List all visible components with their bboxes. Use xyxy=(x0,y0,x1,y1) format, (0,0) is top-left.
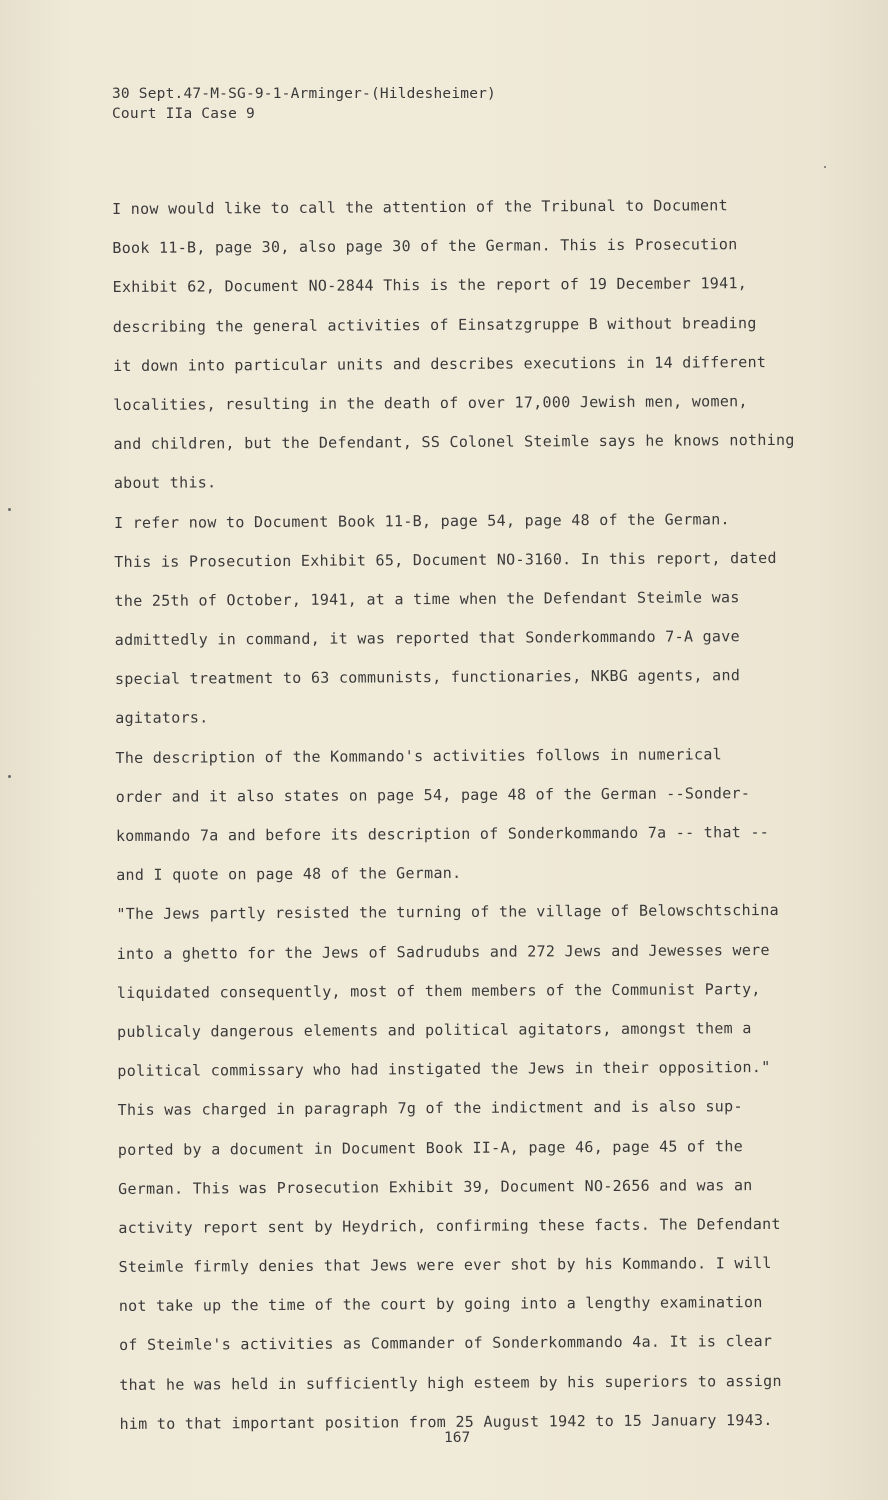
body-line: kommando 7a and before its description of Sonderkommando 7a -- that -- xyxy=(115,822,770,845)
page-number: 167 xyxy=(444,1430,471,1446)
body-line: and children, but the Defendant, SS Colonel Steimle says he knows nothing xyxy=(113,430,795,454)
body-line: the 25th of October, 1941, at a time when the Defendant Steimle was xyxy=(114,588,740,610)
body-line: I now would like to call the attention of the Tribunal to Document xyxy=(112,196,729,218)
paper-speck xyxy=(8,508,11,511)
body-line: him to that important position from 25 August 1942 to 15 January 1943. xyxy=(119,1410,773,1433)
body-line: The description of the Kommando's activities follows in numerical xyxy=(115,744,723,767)
body-line: "The Jews partly resisted the turning of the village of Belowschtschina xyxy=(116,901,779,924)
body-line: that he was held in sufficiently high esteem by his superiors to assign xyxy=(119,1371,782,1394)
header-reference-line: 30 Sept.47-M-SG-9-1-Arminger-(Hildesheimer) xyxy=(112,86,496,102)
body-line: This was charged in paragraph 7g of the indictment and is also sup- xyxy=(117,1097,743,1120)
paper-speck xyxy=(8,775,11,778)
body-line: order and it also states on page 54, page 48 of the German --Sonder- xyxy=(115,783,751,806)
document-header xyxy=(112,84,496,124)
header-court-line: Court IIa Case 9 xyxy=(112,106,255,122)
body-line: localities, resulting in the death of over 17,000 Jewish men, women, xyxy=(113,392,748,414)
body-line: of Steimle's activities as Commander of Sonderkommando 4a. It is clear xyxy=(119,1332,773,1355)
body-line: publicaly dangerous elements and political agitators, amongst them a xyxy=(117,1019,752,1041)
body-line: This is Prosecution Exhibit 65, Document NO-3160. In this report, dated xyxy=(114,548,777,571)
document-body xyxy=(112,186,840,1444)
body-line: not take up the time of the court by going into a lengthy examination xyxy=(118,1293,763,1316)
body-line: it down into particular units and describes executions in 14 different xyxy=(113,352,767,375)
body-line: political commissary who had instigated the Jews in their opposition." xyxy=(117,1058,771,1081)
body-line: German. This was Prosecution Exhibit 39, Document NO-2656 and was an xyxy=(118,1175,753,1198)
body-line: ported by a document in Document Book II-A, page 46, page 45 of the xyxy=(117,1136,744,1159)
paper-speck xyxy=(824,166,826,168)
body-line: special treatment to 63 communists, functionaries, NKBG agents, and xyxy=(114,666,741,689)
body-line: and I quote on page 48 of the German. xyxy=(116,864,462,885)
body-line: activity report sent by Heydrich, confirming these facts. The Defendant xyxy=(118,1214,781,1237)
body-line: about this. xyxy=(113,473,217,493)
body-line: admittedly in command, it was reported that Sonderkommando 7-A gave xyxy=(114,627,740,650)
body-line: describing the general activities of Einsatzgruppe B without breading xyxy=(112,313,757,336)
body-line: liquidated consequently, most of them members of the Communist Party, xyxy=(116,979,761,1002)
body-line: Steimle firmly denies that Jews were ever shot by his Kommando. I will xyxy=(118,1254,772,1277)
body-line: I refer now to Document Book 11-B, page 54, page 48 of the German. xyxy=(113,509,730,532)
body-line: Book 11-B, page 30, also page 30 of the German. This is Prosecution xyxy=(112,235,738,258)
body-line: agitators. xyxy=(115,708,209,728)
body-line: Exhibit 62, Document NO-2844 This is the report of 19 December 1941, xyxy=(112,274,748,297)
body-line: into a ghetto for the Jews of Sadrudubs and 272 Jews and Jewesses were xyxy=(116,940,770,963)
